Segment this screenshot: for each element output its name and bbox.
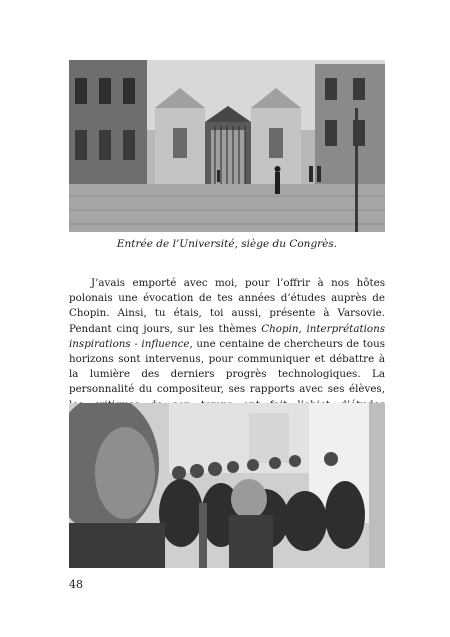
photo-caption: Entrée de l’Université, siège du Congrès. — [116, 238, 338, 250]
paragraph-text-part2: , une centaine de chercheurs de tous horizons sont intervenus, pour communiquer et débattre à la lumière des derniers progrès technologiques. La personnalité du compositeur, ses rapports avec ses élèves, — [69, 337, 385, 396]
university-gate-photo — [69, 60, 385, 232]
paragraph-theme-italic: Chopin, interprétations inspirations - influence — [69, 322, 386, 350]
congress-audience-photo — [69, 403, 385, 568]
page-number: 48 — [69, 578, 83, 591]
university-gate-illustration — [69, 60, 385, 232]
paragraph-text-part1: J’avais emporté avec moi, pour l’offrir à nos hôtes polonais une évocation de tes années d’études auprès de Chopin. Ainsi, tu étais, toi aussi, présente à Varsovie. Pendant cinq jours, sur les thèmes — [69, 277, 385, 335]
audience-illustration — [69, 403, 385, 568]
